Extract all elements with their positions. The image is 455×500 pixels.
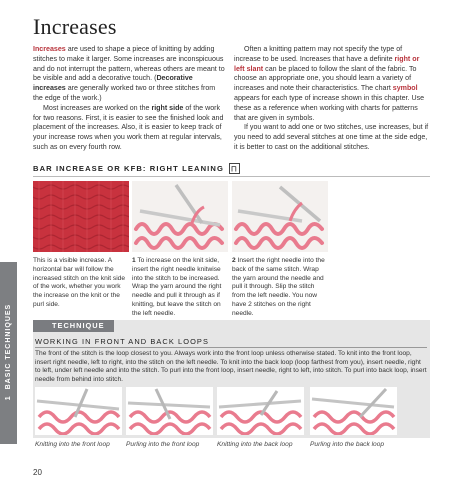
page-number: 20 [33, 468, 42, 477]
purl-back-loop-caption: Purling into the back loop [310, 441, 385, 448]
section-divider [33, 176, 430, 177]
step1-number: 1 [132, 257, 136, 264]
step1-illustration [132, 181, 228, 252]
knit-front-loop-caption: Knitting into the front loop [35, 441, 110, 448]
intro-p3-end: appears for each type of increase shown in this chapter. Use these as a reference when working with charts for patterns that are given in symbols. [234, 93, 425, 122]
chapter-side-label [5, 303, 12, 401]
technique-text: The front of the stitch is the loop closest to you. Always work into the front loop unless otherwise stated. To knit into the front loop, insert right needle, left to right, into the stitch on the left needle. To knit into the back loop (loop farthest from you), insert needle, right to left, under left needle and into the stitch. To purl into the front loop, insert needle, right to left, into stitch. To purl into back loop, insert needle from behind into stitch. [35, 350, 427, 383]
technique-divider [35, 347, 427, 348]
intro-p3-mid: can be placed to follow the slant of the fabric. To choose an appropriate one, you should learn a variety of increases and note their characteristics. The chart [234, 64, 417, 93]
intro-paragraph-2 [33, 104, 226, 153]
step1-text: To increase on the knit side, insert the right needle knitwise into the stitch to be increased. Wrap the yarn around the right needle and pull it through as if knitting, but leave the stitch on the left needle. [132, 257, 222, 317]
step2-illustration [232, 181, 328, 252]
purl-front-loop-caption: Purling into the front loop [126, 441, 200, 448]
intro-column-right [234, 45, 430, 153]
symbol-term: symbol [392, 84, 418, 93]
intro-p1-text: are used to shape a piece of knitting by adding stitches to make it larger. Some increases are inconspicuous and do not interrupt the pattern, whereas others are meant to be visible and add a decorative touch. ( [33, 45, 225, 83]
slant-term: right or left slant [234, 54, 420, 73]
step1-caption [132, 257, 226, 319]
decorative-increases-term: Decorative increases [33, 74, 193, 93]
page-title: Increases [33, 14, 117, 39]
knit-front-loop-illustration [35, 387, 122, 435]
technique-tab: TECHNIQUE [33, 320, 114, 332]
intro-paragraph-4: If you want to add one or two stitches, use increases, but if you need to add several stitches at one time at the side edge, it is better to cast on the additional stitches. [234, 123, 429, 151]
intro-p2-start: Most increases are worked on the [43, 103, 152, 112]
intro-p3-start: Often a knitting pattern may not specify the type of increase to be used. Increases that have a definite [234, 45, 403, 63]
bar-increase-heading-text: BAR INCREASE OR KFB: RIGHT LEANING [33, 164, 224, 173]
step2-text: Insert the right needle into the back of the same stitch. Wrap the yarn around the needle and pull it through. Slip the stitch from the left needle. You now have 2 stitches on the right needle. [232, 257, 325, 317]
right-side-term: right side [151, 103, 184, 112]
chapter-label: BASIC TECHNIQUES [5, 303, 12, 390]
step2-caption [232, 257, 326, 319]
step2-number: 2 [232, 257, 236, 264]
intro-p2-end: of the work for two reasons. First, it is easier to see the finished look and placement of the increases. Also, it is easier to keep track of your increase rows when you work them at regular intervals, such as on every fourth row. [33, 103, 224, 151]
bar-increase-heading [33, 163, 240, 174]
swatch-caption: This is a visible increase. A horizontal bar will follow the increased stitch on the knit side of the work, whether you work the increase on the knit or the purl side. [33, 257, 125, 308]
knitted-swatch-photo [33, 181, 129, 252]
intro-paragraph-3 [234, 45, 430, 123]
knit-back-loop-caption: Knitting into the back loop [217, 441, 293, 448]
technique-title: WORKING IN FRONT AND BACK LOOPS [35, 337, 209, 346]
knit-back-loop-illustration [217, 387, 304, 435]
increases-term: Increases [33, 45, 66, 53]
intro-column-left [33, 45, 226, 153]
chapter-number: 1 [5, 395, 12, 401]
purl-front-loop-illustration [126, 387, 213, 435]
intro-paragraph-1 [33, 45, 226, 104]
right-leaning-increase-symbol-icon [229, 163, 240, 174]
purl-back-loop-illustration [310, 387, 397, 435]
intro-p1-end: are generally worked two or three stitches from the edge of the work.) [33, 84, 216, 102]
